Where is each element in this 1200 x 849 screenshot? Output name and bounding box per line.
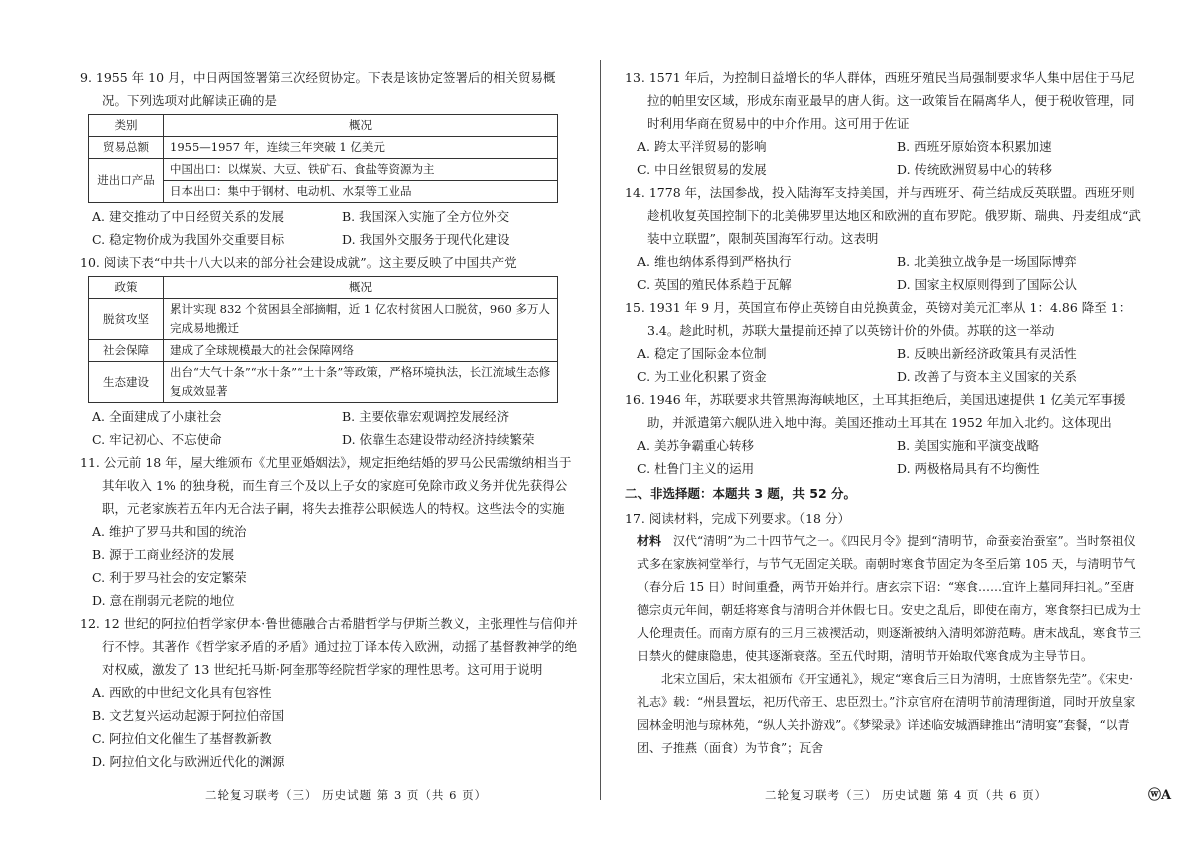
q10-row-cat: 脱贫攻坚 [89,299,164,340]
q14-option-a[interactable]: A. 维也纳体系得到严格执行 [637,254,792,269]
left-column [80,66,580,773]
q13-option-c[interactable]: C. 中日丝银贸易的发展 [637,162,767,177]
q9-row1-cat: 贸易总额 [89,137,164,159]
q9-row1-text: 1955—1957 年，连续三年突破 1 亿美元 [164,137,558,159]
right-column [625,66,1145,760]
q9-stem: 9. 1955 年 10 月，中日两国签署第三次经贸协定。下表是该协定签署后的相关贸易概况。下列选项对此解读正确的是 [80,70,556,108]
q17-stem: 17. 阅读材料，完成下列要求。（18 分） [625,511,850,526]
q12-option-c[interactable]: C. 阿拉伯文化催生了基督教新教 [92,731,272,746]
q9-option-b[interactable]: B. 我国深入实施了全方位外交 [342,209,510,224]
q10-option-c[interactable]: C. 牢记初心、不忘使命 [92,432,222,447]
q13-option-d[interactable]: D. 传统欧洲贸易中心的转移 [897,162,1053,177]
q14-option-d[interactable]: D. 国家主权原则得到了国际公认 [897,277,1078,292]
q10-row-text: 建成了全球规模最大的社会保障网络 [164,340,558,362]
q9-option-d[interactable]: D. 我国外交服务于现代化建设 [342,232,510,247]
q9-table-header-desc: 概况 [164,115,558,137]
q9-row2-text-a: 中国出口：以煤炭、大豆、铁矿石、食盐等资源为主 [164,159,558,181]
q10-stem: 10. 阅读下表“中共十八大以来的部分社会建设成就”。这主要反映了中国共产党 [80,255,517,270]
q16-option-b[interactable]: B. 美国实施和平演变战略 [897,438,1040,453]
q10-table [88,276,558,403]
q10-option-b[interactable]: B. 主要依靠宏观调控发展经济 [342,409,510,424]
q15-options [625,342,1145,388]
q10-option-d[interactable]: D. 依靠生态建设带动经济持续繁荣 [342,432,535,447]
q11-option-a[interactable]: A. 维护了罗马共和国的统治 [92,524,247,539]
q13-options [625,135,1145,181]
q16-options [625,434,1145,480]
q10-option-a[interactable]: A. 全面建成了小康社会 [92,409,222,424]
corner-stamp: ⓦA [1148,788,1172,803]
column-divider [600,60,601,800]
q14-options [625,250,1145,296]
q17-material-para2: 北宋立国后，宋太祖颁布《开宝通礼》，规定“寒食后三日为清明，士庶皆祭先茔”。《宋史·礼志》载：“州县置坛，祀历代帝王、忠臣烈士。”汴京官府在清明节前清理街道，同时开放皇家园林金明池与琼林苑，“纵人关扑游戏”。《梦梁录》详述临安城酒肆推出“清明宴”套餐，“以青团、子推燕（面食）为节食”；瓦舍 [637,672,1136,755]
q11-option-d[interactable]: D. 意在削弱元老院的地位 [92,593,235,608]
material-label: 材料 [637,534,662,548]
q17-para1-text: 汉代“清明”为二十四节气之一。《四民月令》提到“清明节，命蚕妾治蚕室”。当时祭祖仪式多在家族祠堂举行，与节气无固定关联。南朝时寒食节固定为冬至后第 105 天，与清明节气（春分后 15 日）时间重叠，两节开始并行。唐玄宗下诏：“寒食……宜许上墓同拜扫礼。”至唐德宗贞元年间，朝廷将寒食与清明合并休假七日。安史之乱后，即使在南方，寒食祭扫已成为士人伦理责任。而南方原有的三月三祓禊活动，则逐渐被纳入清明郊游范畴。唐末战乱，寒食节三日禁火的健康隐患，使其逐渐衰落。至五代时期，清明节开始取代寒食成为主导节日。 [637,534,1142,663]
q15-option-a[interactable]: A. 稳定了国际金本位制 [637,346,767,361]
q13-stem: 13. 1571 年后，为控制日益增长的华人群体，西班牙殖民当局强制要求华人集中居住于马尼拉的帕里安区域，形成东南亚最早的唐人街。这一政策旨在隔离华人，便于税收管理，同时利用华商在贸易中的中介作用。这可用于佐证 [625,70,1135,131]
q15-stem: 15. 1931 年 9 月，英国宣布停止英镑自由兑换黄金，英镑对美元汇率从 1：4.86 降至 1：3.4。趁此时机，苏联大量提前还掉了以英镑计价的外债。苏联的这一举动 [625,300,1132,338]
q10-row-cat: 社会保障 [89,340,164,362]
q10-table-header-desc: 概况 [164,277,558,299]
section-heading: 二、非选择题：本题共 3 题，共 52 分。 [625,486,857,501]
q12-option-b[interactable]: B. 文艺复兴运动起源于阿拉伯帝国 [92,708,285,723]
q16-option-d[interactable]: D. 两极格局具有不均衡性 [897,461,1040,476]
q9-row2-cat: 进出口产品 [89,159,164,203]
page-footer-right: 二轮复习联考（三） 历史试题 第 4 页（共 6 页） [765,788,1048,802]
q9-options [80,205,580,251]
q9-row2-text-b: 日本出口：集中于钢材、电动机、水泵等工业品 [164,181,558,203]
q13-option-a[interactable]: A. 跨太平洋贸易的影响 [637,139,767,154]
q10-options [80,405,580,451]
q10-row-cat: 生态建设 [89,362,164,403]
q13-option-b[interactable]: B. 西班牙原始资本积累加速 [897,139,1052,154]
q16-option-c[interactable]: C. 杜鲁门主义的运用 [637,461,755,476]
q15-option-b[interactable]: B. 反映出新经济政策具有灵活性 [897,346,1077,361]
q16-option-a[interactable]: A. 美苏争霸重心转移 [637,438,754,453]
q11-option-b[interactable]: B. 源于工商业经济的发展 [92,547,235,562]
q11-stem: 11. 公元前 18 年，屋大维颁布《尤里亚婚姻法》，规定拒绝结婚的罗马公民需缴纳相当于其年收入 1% 的独身税，而生育三个及以上子女的家庭可免除市政义务并优先获得公职，元老家族若五年内无合法子嗣，将失去推荐公职候选人的特权。这些法令的实施 [80,455,572,516]
q9-option-c[interactable]: C. 稳定物价成为我国外交重要目标 [92,232,285,247]
q17-material-para1 [625,530,1145,668]
q10-row-text: 累计实现 832 个贫困县全部摘帽，近 1 亿农村贫困人口脱贫，960 多万人完成易地搬迁 [164,299,558,340]
q9-table-header-cat: 类别 [89,115,164,137]
q9-option-a[interactable]: A. 建交推动了中日经贸关系的发展 [92,209,284,224]
q12-stem: 12. 12 世纪的阿拉伯哲学家伊本·鲁世德融合古希腊哲学与伊斯兰教义，主张理性与信仰并行不悖。其著作《哲学家矛盾的矛盾》通过拉丁译本传入欧洲，动摇了基督教神学的绝对权威，激发了 13 世纪托马斯·阿奎那等经院哲学家的理性思考。这可用于说明 [80,616,578,677]
q14-option-c[interactable]: C. 英国的殖民体系趋于瓦解 [637,277,792,292]
q9-table [88,114,558,203]
q10-table-header-cat: 政策 [89,277,164,299]
q15-option-d[interactable]: D. 改善了与资本主义国家的关系 [897,369,1078,384]
q12-option-d[interactable]: D. 阿拉伯文化与欧洲近代化的渊源 [92,754,285,769]
q16-stem: 16. 1946 年，苏联要求共管黑海海峡地区，土耳其拒绝后，美国迅速提供 1 亿美元军事援助，并派遣第六舰队进入地中海。美国还推动土耳其在 1952 年加入北约。这体现出 [625,392,1126,430]
q11-option-c[interactable]: C. 利于罗马社会的安定繁荣 [92,570,247,585]
q10-row-text: 出台“大气十条”“水十条”“土十条”等政策，严格环境执法，长江流域生态修复成效显著 [164,362,558,403]
q12-option-a[interactable]: A. 西欧的中世纪文化具有包容性 [92,685,272,700]
q14-option-b[interactable]: B. 北美独立战争是一场国际博弈 [897,254,1077,269]
q14-stem: 14. 1778 年，法国参战，投入陆海军支持美国，并与西班牙、荷兰结成反英联盟。西班牙则趁机收复英国控制下的北美佛罗里达地区和欧洲的直布罗陀。俄罗斯、瑞典、丹麦组成“武装中立联盟”，限制英国海军行动。这表明 [625,185,1141,246]
q15-option-c[interactable]: C. 为工业化积累了资金 [637,369,767,384]
page-footer-left: 二轮复习联考（三） 历史试题 第 3 页（共 6 页） [205,788,488,802]
